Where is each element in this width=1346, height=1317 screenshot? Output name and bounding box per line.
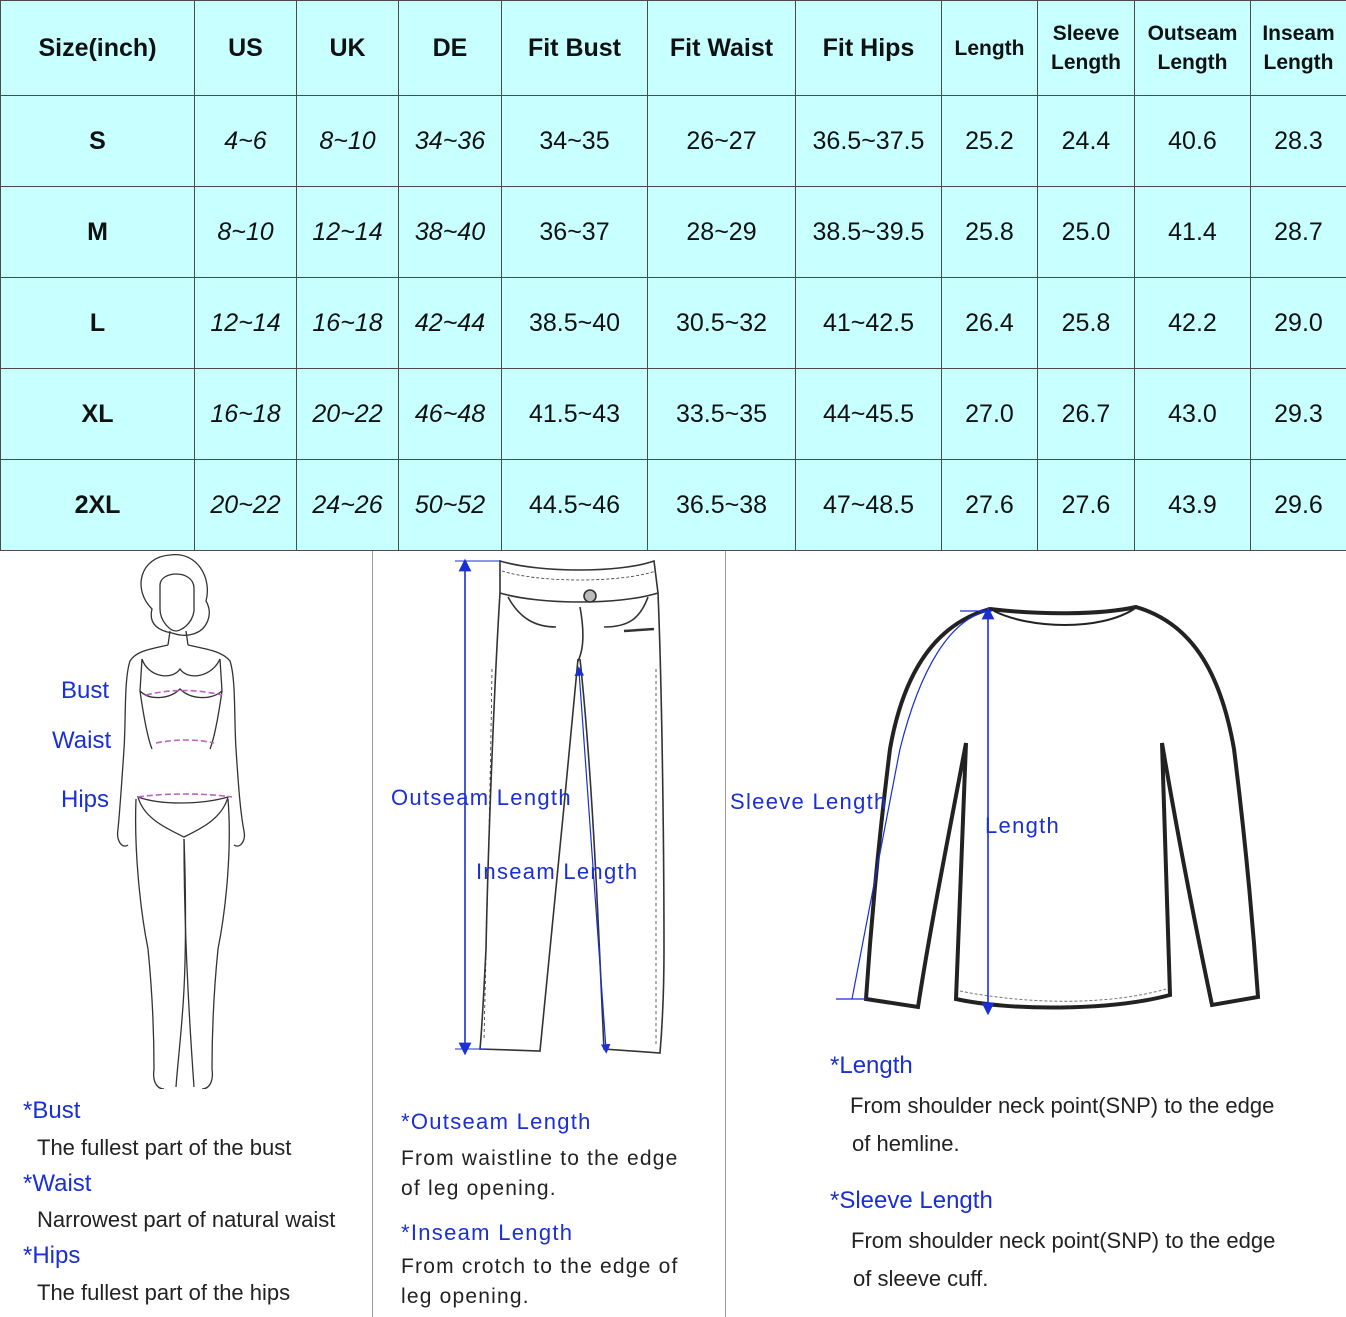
table-row [1, 369, 1346, 460]
waist-desc-text: Narrowest part of natural waist [37, 1207, 336, 1232]
column-header-text: Inseam [1262, 22, 1335, 45]
table-cell: 29.0 [1251, 278, 1346, 369]
table-cell: 12~14 [195, 278, 297, 369]
table-cell: 44.5~46 [502, 460, 648, 551]
length-desc-title: *Length [830, 1052, 913, 1079]
bust-desc-text: The fullest part of the bust [37, 1135, 292, 1160]
column-header [648, 1, 796, 96]
column-header-text: US [228, 33, 263, 62]
bust-label: Bust [61, 677, 110, 704]
body-figure-illustration [118, 555, 245, 1089]
table-cell: 41~42.5 [796, 278, 942, 369]
size-cell: S [1, 96, 195, 187]
table-cell: 4~6 [195, 96, 297, 187]
table-cell: 36.5~38 [648, 460, 796, 551]
table-cell: 41.4 [1135, 187, 1251, 278]
column-header-text: Length [1157, 51, 1228, 74]
column-header-text: DE [432, 33, 468, 62]
column-header-text: UK [329, 33, 366, 62]
table-cell: 26.7 [1038, 369, 1135, 460]
outseam-length-label: Outseam Length [391, 785, 572, 810]
waist-desc-title: *Waist [23, 1170, 92, 1197]
column-header-text: Size(inch) [38, 33, 157, 62]
sleeve-desc-text-1: From shoulder neck point(SNP) to the edge [851, 1228, 1276, 1253]
table-cell: 28.7 [1251, 187, 1346, 278]
waist-label: Waist [52, 727, 112, 754]
table-cell: 47~48.5 [796, 460, 942, 551]
table-cell: 27.6 [1038, 460, 1135, 551]
outseam-desc-title: *Outseam Length [401, 1109, 592, 1134]
column-header [942, 1, 1038, 96]
column-header-text: Length [954, 36, 1025, 60]
size-chart-table [0, 0, 1346, 551]
sleeve-length-label: Sleeve Length [730, 789, 888, 814]
table-cell: 24.4 [1038, 96, 1135, 187]
column-header-text: Length [1051, 51, 1121, 74]
table-cell: 33.5~35 [648, 369, 796, 460]
table-cell: 46~48 [399, 369, 502, 460]
table-cell: 12~14 [297, 187, 399, 278]
table-body [1, 96, 1346, 551]
column-header-text: Fit Hips [822, 33, 915, 62]
table-cell: 44~45.5 [796, 369, 942, 460]
table-cell: 34~35 [502, 96, 648, 187]
column-header-text: Fit Bust [527, 33, 622, 62]
size-cell: L [1, 278, 195, 369]
table-cell: 27.0 [942, 369, 1038, 460]
column-header [195, 1, 297, 96]
table-cell: 20~22 [195, 460, 297, 551]
table-cell: 36.5~37.5 [796, 96, 942, 187]
table-cell: 25.0 [1038, 187, 1135, 278]
table-cell: 42~44 [399, 278, 502, 369]
table-cell: 38.5~39.5 [796, 187, 942, 278]
column-header-text: Sleeve [1052, 22, 1120, 45]
table-cell: 28.3 [1251, 96, 1346, 187]
column-header [297, 1, 399, 96]
inseam-length-label: Inseam Length [476, 859, 639, 884]
shirt-illustration [866, 607, 1258, 1008]
table-row [1, 187, 1346, 278]
table-cell: 42.2 [1135, 278, 1251, 369]
length-desc-text-1: From shoulder neck point(SNP) to the edge [850, 1093, 1275, 1118]
table-cell: 24~26 [297, 460, 399, 551]
table-cell: 50~52 [399, 460, 502, 551]
column-header [399, 1, 502, 96]
table-row [1, 96, 1346, 187]
length-label: Length [985, 813, 1061, 838]
column-header [1251, 1, 1346, 96]
size-cell: 2XL [1, 460, 195, 551]
table-cell: 25.8 [1038, 278, 1135, 369]
table-header-row [1, 1, 1346, 96]
column-header [796, 1, 942, 96]
bust-desc-title: *Bust [23, 1097, 81, 1124]
column-header [1135, 1, 1251, 96]
table-cell: 34~36 [399, 96, 502, 187]
hips-desc-title: *Hips [23, 1242, 81, 1269]
inseam-desc-title: *Inseam Length [401, 1220, 574, 1245]
table-cell: 16~18 [297, 278, 399, 369]
table-cell: 41.5~43 [502, 369, 648, 460]
table-cell: 8~10 [297, 96, 399, 187]
size-cell: XL [1, 369, 195, 460]
table-cell: 36~37 [502, 187, 648, 278]
table-cell: 25.2 [942, 96, 1038, 187]
table-cell: 29.3 [1251, 369, 1346, 460]
column-header-text: Fit Waist [669, 33, 774, 62]
table-cell: 20~22 [297, 369, 399, 460]
outseam-desc-text-2: of leg opening. [401, 1177, 557, 1200]
hips-label: Hips [61, 786, 110, 813]
table-cell: 25.8 [942, 187, 1038, 278]
table-cell: 43.0 [1135, 369, 1251, 460]
table-cell: 27.6 [942, 460, 1038, 551]
table-cell: 8~10 [195, 187, 297, 278]
table-row [1, 460, 1346, 551]
hips-desc-text: The fullest part of the hips [37, 1280, 291, 1305]
measurement-illustrations [0, 549, 1346, 1089]
column-header [1, 1, 195, 96]
outseam-desc-text-1: From waistline to the edge [401, 1147, 679, 1170]
size-cell: M [1, 187, 195, 278]
sleeve-desc-title: *Sleeve Length [830, 1187, 993, 1214]
table-cell: 43.9 [1135, 460, 1251, 551]
table-cell: 29.6 [1251, 460, 1346, 551]
column-header [1038, 1, 1135, 96]
column-header [502, 1, 648, 96]
length-desc-text-2: of hemline. [852, 1131, 960, 1156]
table-cell: 30.5~32 [648, 278, 796, 369]
inseam-desc-text-2: leg opening. [401, 1285, 530, 1308]
body-measure-lines [138, 691, 232, 798]
column-header-text: Length [1263, 51, 1334, 74]
sleeve-desc-text-2: of sleeve cuff. [853, 1266, 989, 1291]
table-cell: 28~29 [648, 187, 796, 278]
inseam-desc-text-1: From crotch to the edge of [401, 1255, 679, 1278]
table-cell: 26~27 [648, 96, 796, 187]
table-cell: 38~40 [399, 187, 502, 278]
column-header-text: Outseam [1147, 22, 1238, 45]
table-cell: 26.4 [942, 278, 1038, 369]
table-row [1, 278, 1346, 369]
table-cell: 16~18 [195, 369, 297, 460]
table-cell: 38.5~40 [502, 278, 648, 369]
table-cell: 40.6 [1135, 96, 1251, 187]
